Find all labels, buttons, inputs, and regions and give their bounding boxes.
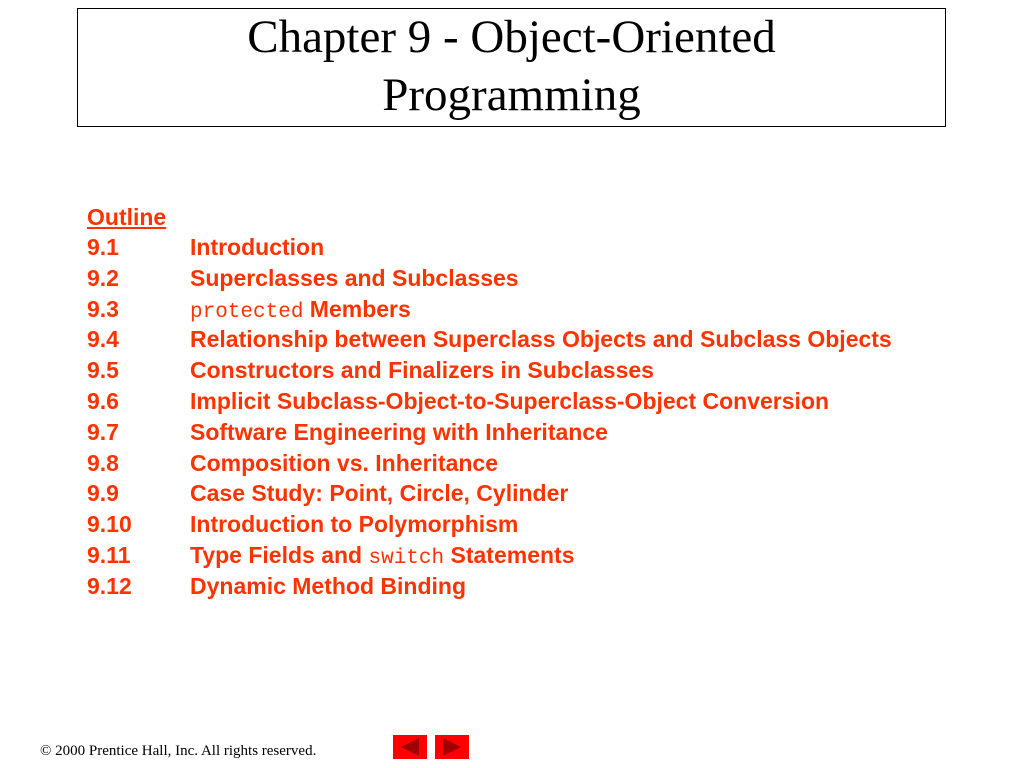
outline-item-title — [190, 509, 518, 540]
title-line-2: Programming — [382, 68, 641, 121]
triangle-left-icon — [401, 738, 419, 756]
outline-item-number: 9.1 — [87, 234, 119, 260]
code-text: switch — [368, 546, 445, 570]
outline-item-number: 9.5 — [87, 357, 119, 384]
text: Relationship between Superclass Objects and Subclass Objects — [190, 326, 892, 353]
text: Dynamic Method Binding — [190, 572, 466, 599]
text: Type Fields and — [190, 541, 369, 568]
outline-item-number: 9.8 — [87, 449, 119, 476]
outline-item[interactable] — [87, 509, 892, 540]
text: Introduction to Polymorphism — [190, 511, 519, 538]
text: Members — [303, 295, 411, 322]
outline-item-title — [190, 417, 608, 448]
outline-item-number: 9.9 — [87, 480, 119, 507]
text: Case Study: Point, Circle, Cylinder — [190, 480, 569, 507]
outline-item-number: 9.11 — [87, 541, 131, 568]
outline-item-number: 9.7 — [87, 418, 119, 445]
outline-item[interactable] — [87, 417, 892, 448]
text: Implicit Subclass-Object-to-Superclass-Object Conversion — [190, 387, 830, 414]
previous-slide-button[interactable] — [393, 735, 427, 759]
outline-item-title — [190, 324, 892, 355]
text: Composition vs. Inheritance — [190, 449, 498, 476]
text: Software Engineering with Inheritance — [190, 418, 608, 445]
outline-item-number: 9.12 — [87, 572, 132, 599]
text: Superclasses and Subclasses — [190, 264, 519, 291]
outline-item[interactable] — [87, 386, 892, 417]
outline-item[interactable] — [87, 478, 892, 509]
outline-item-number: 9.6 — [87, 387, 119, 414]
outline-item[interactable] — [87, 355, 892, 386]
triangle-right-icon — [443, 738, 461, 756]
outline-item[interactable] — [87, 232, 892, 263]
outline-item-title — [190, 386, 829, 417]
outline — [87, 202, 892, 602]
outline-item-title — [190, 355, 654, 386]
code-text: protected — [190, 300, 304, 324]
outline-item-number: 9.2 — [87, 264, 119, 291]
outline-item-title — [190, 294, 411, 325]
text: Constructors and Finalizers in Subclasses — [190, 357, 654, 384]
outline-item[interactable] — [87, 263, 892, 294]
outline-item-title — [190, 478, 568, 509]
outline-item-number: 9.10 — [87, 511, 132, 538]
next-slide-button[interactable] — [435, 735, 469, 759]
outline-item[interactable] — [87, 448, 892, 479]
outline-item-title — [190, 263, 519, 294]
outline-item-title — [190, 232, 324, 263]
outline-item-title — [190, 571, 466, 602]
copyright: © 2000 Prentice Hall, Inc. All rights reserved. — [40, 743, 317, 759]
outline-item-number: 9.4 — [87, 326, 119, 353]
title-box — [77, 8, 946, 127]
outline-item[interactable] — [87, 540, 892, 571]
slide-title — [247, 8, 776, 124]
outline-item[interactable] — [87, 324, 892, 355]
outline-item[interactable] — [87, 294, 892, 325]
outline-item[interactable] — [87, 571, 892, 602]
title-line-1: Chapter 9 - Object-Oriented — [247, 10, 776, 63]
outline-heading[interactable]: Outline — [87, 204, 167, 230]
text: Statements — [444, 541, 575, 568]
outline-item-number: 9.3 — [87, 295, 119, 322]
text: Introduction — [190, 234, 325, 260]
outline-item-title — [190, 540, 575, 571]
outline-item-title — [190, 448, 498, 479]
